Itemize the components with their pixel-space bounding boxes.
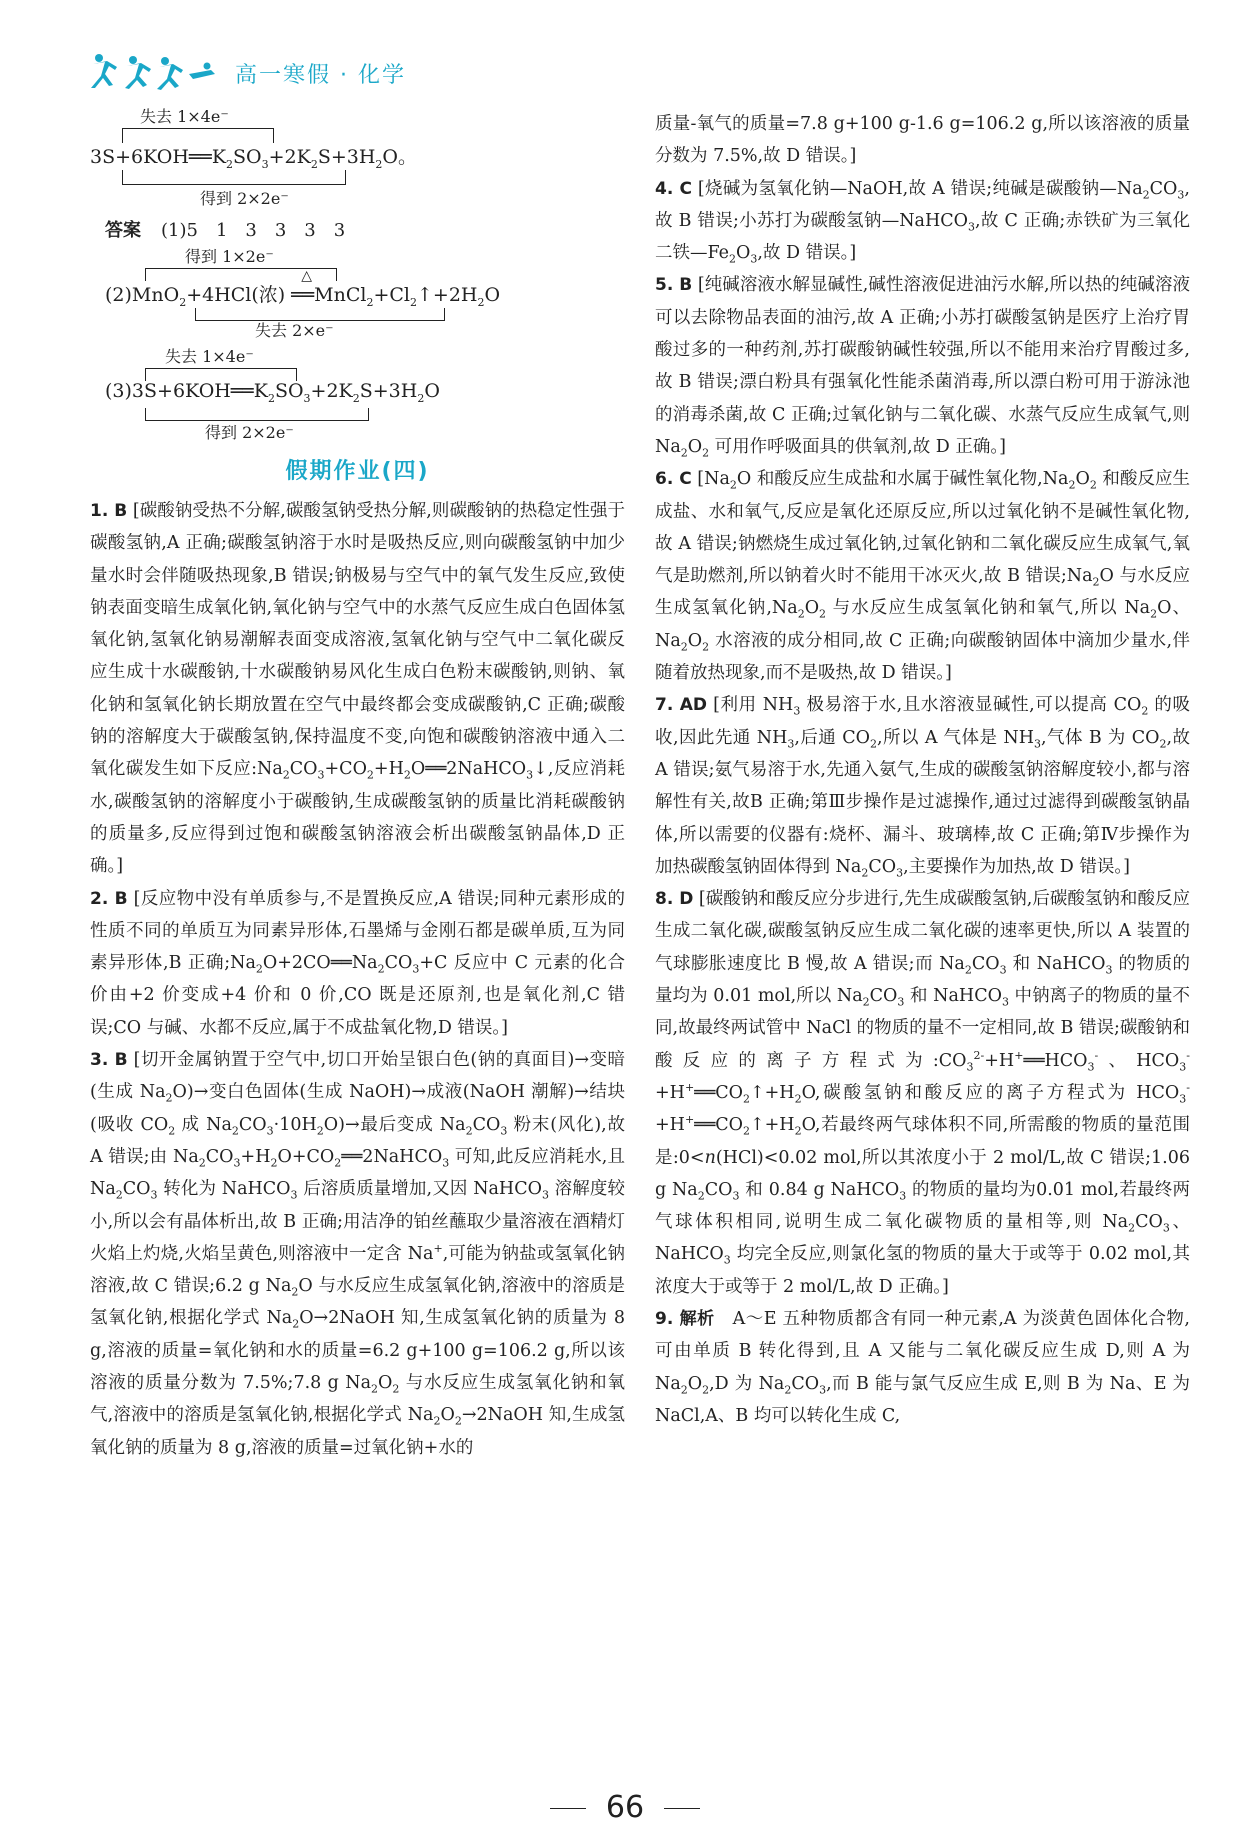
answer-4: 4. C [烧碱为氢氧化钠—NaOH,故 A 错误;纯碱是碳酸钠$—Na_2CO_3$,故 B 错误;小苏打为碳酸氢钠—NaHCO$_3$,故 C 正确;赤铁矿为三氧化二铁$—Fe_2O_3$,故 D 错误。] [655,178,1190,266]
answer-5: 5. B [纯碱溶液水解显碱性,碱性溶液促进油污水解,所以热的纯碱溶液可以去除物品表面的油污,故 A 正确;小苏打碳酸氢钠是医疗上治疗胃酸过多的一种药剂,苏打碳酸钠碱性较强,所以不能用来治疗胃酸过多,故 B 错误;漂白粉具有强氧化性能杀菌消毒,所以漂白粉可用于游泳池的消毒杀菌,故 C 正确;过氧化钠与二氧化碳、水蒸气反应生成氧气,则 $Na_2O_2$ 可用作呼吸面具的供氧剂,故 D 正确。] [655,275,1191,460]
answer-8: 8. D [碳酸钠和酸反应分步进行,先生成碳酸氢钠,后碳酸氢钠和酸反应生成二氧化碳,碳酸氢钠反应生成二氧化碳的速率更快,所以 A 装置的气球膨胀速度比 B 慢,故 A 错误;而 $Na_2CO_3$ 和 NaHCO$_3$ 的物质的量均为 0.01 mol,所以 $Na_2CO_3$ 和 NaHCO$_3$ 中钠离子的物质的量不同,故最终两试管中 NaCl 的物质的量不一定相同,故 B 错误;碳酸钠和酸反应的离子方程式为$:CO_3^{2-}+H^+══HCO_3^-$、$HCO_3^-+H^+══CO_2↑+H_2O$,碳酸氢钠和酸反应的离子方程式为 $HCO_3^-+H^+══CO_2↑+H_2O$,若最终两气球体积不同,所需酸的物质的量范围是:0<n(HCl)<0.02 mol,所以其浓度小于 2 mol/L,故 C 错误;1.06 g $Na_2CO_3$ 和 0.84 g NaHCO$_3$ 的物质的量均为0.01 mol,若最终两气球体积相同,说明生成二氧化碳物质的量相等,则 $Na_2CO_3$、NaHCO$_3$ 均完全反应,则氯化氢的物质的量大于或等于 0.02 mol,其浓度大于或等于 2 mol/L,故 D 正确。] [655,889,1191,1297]
question-number: 8. D [655,889,694,910]
electron-transfer-bracket-bottom [122,170,346,185]
section-title: 假期作业(四) [285,459,430,484]
electron-transfer-bracket-top [122,128,274,143]
page-number [0,1790,1250,1825]
runners-logo-icon [85,52,225,92]
page-header [85,52,485,112]
redox-equation-2 [105,248,625,340]
electron-lost-label: 失去 2×e⁻ [255,321,334,340]
header-title: 高一寒假 · 化学 [235,63,406,88]
question-number: 1. B [90,501,128,521]
redox-equation-3 [105,346,625,442]
equation-text: (2)MnO$_2$+4HCl(浓) △ $══MnCl_2+Cl_2↑+2H_2O$ [105,268,501,309]
right-column [655,108,1190,1432]
question-number: 4. C [655,178,692,199]
answer-6: 6. C [$Na_2O$ 和酸反应生成盐和水属于碱性氧化物$,Na_2O_2$ 和酸反应生成盐、水和氧气,反应是氧化还原反应,所以过氧化钠不是碱性氧化物,故 A 错误;钠燃烧生成过氧化钠,过氧化钠和二氧化碳反应生成氧气,氧气是助燃剂,所以钠着火时不能用干冰灭火,故 B 错误$;Na_2O$ 与水反应生成氢氧化钠$,Na_2O_2$ 与水反应生成氢氧化钠和氧气,所以 $Na_2O$、$Na_2O_2$ 水溶液的成分相同,故 C 正确;向碳酸钠固体中滴加少量水,伴随着放热现象,而不是吸热,故 D 错误。] [655,469,1191,684]
equation-text: $3S+6KOH══K_2SO_3+2K_2S+3H_2O$。 [90,146,417,171]
question-number: 5. B [655,275,693,296]
answer-line [105,216,625,242]
question-number: 7. AD [655,695,708,716]
question-number: 6. C [655,469,692,490]
dash-right [664,1808,700,1809]
electron-gained-label: 得到 2×2e⁻ [200,189,289,208]
redox-equation-1 [90,107,625,210]
dash-left [550,1808,586,1809]
answer-7: 7. AD [利用 $NH_3$ 极易溶于水,且水溶液显碱性,可以提高 $CO_2$ 的吸收,因此先通 $NH_3$,后通 $CO_2$,所以 A 气体是 $NH_3$,气体 B 为 $CO_2$,故 A 错误;氨气易溶于水,先通入氨气,生成的碳酸氢钠溶解度较小,都与溶解性有关,故B 正确;第Ⅲ步操作是过滤操作,通过过滤得到碳酸氢钠晶体,所以需要的仪器有:烧杯、漏斗、玻璃棒,故 C 正确;第Ⅳ步操作为加热碳酸氢钠固体得到 $Na_2CO_3$,主要操作为加热,故 D 错误。] [655,695,1190,880]
equation-text: $(3)3S+6KOH══K_2SO_3+2K_2S+3H_2O$ [105,380,440,405]
answer-label: 答案 [105,220,141,241]
question-number: 3. B [90,1050,128,1071]
answer-3: 3. B [切开金属钠置于空气中,切口开始呈银白色(钠的真面目)→变暗(生成 $Na_2O)\to$变白色固体(生成 NaOH)→成液(NaOH 潮解)→结块(吸收 $CO_2$ 成 $Na_2CO_3\cdot 10H_2O)\to$最后变成 $Na_2CO_3$ 粉末(风化),故 A 错误;由 $Na_2CO_3+H_2O+CO_2══2NaHCO_3$ 可知,此反应消耗水,且 $Na_2CO_3$ 转化为 NaHCO$_3$ 后溶质质量增加,又因 NaHCO$_3$ 溶解度较小,所以会有晶体析出,故 B 正确;用洁净的铂丝蘸取少量溶液在酒精灯火焰上灼烧,火焰呈黄色,则溶液中一定含 Na+,可能为钠盐或氢氧化钠溶液,故 C 错误;6.2 g $Na_2O$ 与水反应生成氢氧化钠,溶液中的溶质是氢氧化钠,根据化学式 $Na_2O\to 2NaOH$ 知,生成氢氧化钠的质量为 8 g,溶液的质量=氧化钠和水的质量=6.2 g+100 g=106.2 g,所以该溶液的质量分数为 7.5%;7.8 g $Na_2O_2$ 与水反应生成氢氧化钠和氧气,溶液中的溶质是氢氧化钠,根据化学式 $Na_2O_2\to 2NaOH$ 知,生成氢氧化钠的质量为 8 g,溶液的质量=过氧化钠+水的 [90,1050,626,1458]
left-column [90,108,625,1464]
answer-9: 9. 解析 A～E 五种物质都含有同一种元素,A 为淡黄色固体化合物,可由单质 B 转化得到,且 A 又能与二氧化碳反应生成 D,则 A 为 $Na_2O_2,D$ 为 $Na_2CO_3$,而 B 能与氯气反应生成 E,则 B 为 Na、E 为 NaCl,A、B 均可以转化生成 C, [655,1308,1190,1426]
answer-values: (1)5 1 3 3 3 3 [161,220,346,241]
question-number: 2. B [90,888,128,909]
electron-gained-label: 得到 1×2e⁻ [185,247,274,266]
page-number-value: 66 [605,1790,645,1825]
electron-lost-label: 失去 1×4e⁻ [165,347,254,366]
electron-gained-label: 得到 2×2e⁻ [205,423,294,442]
answer-2: 2. B [反应物中没有单质参与,不是置换反应,A 错误;同种元素形成的性质不同的单质互为同素异形体,石墨烯与金刚石都是碳单质,互为同素异形体,B 正确$;Na_2O+2CO══Na_2CO_3+C$ 反应中 C 元素的化合价由+2 价变成+4 价和 0 价,CO 既是还原剂,也是氧化剂,C 错误;CO 与碱、水都不反应,属于不成盐氧化物,D 错误。] [90,888,625,1038]
answer-1: 1. B [碳酸钠受热不分解,碳酸氢钠受热分解,则碳酸钠的热稳定性强于碳酸氢钠,A 正确;碳酸氢钠溶于水时是吸热反应,则向碳酸氢钠中加少量水时会伴随吸热现象,B 错误;钠极易与空气中的氧气发生反应,致使钠表面变暗生成氧化钠,氧化钠与空气中的水蒸气反应生成白色固体氢氧化钠,氢氧化钠易潮解表面变成溶液,氢氧化钠与空气中二氧化碳反应生成十水碳酸钠,十水碳酸钠易风化生成白色粉末碳酸钠,则钠、氧化钠和氢氧化钠长期放置在空气中最终都会变成碳酸钠,C 正确;碳酸钠的溶解度大于碳酸氢钠,保持温度不变,向饱和碳酸钠溶液中通入二氧化碳发生如下反应$:Na_2CO_3+CO_2+H_2O══2NaHCO_3↓$,反应消耗水,碳酸氢钠的溶解度小于碳酸钠,生成碳酸氢钠的质量比消耗碳酸钠的质量多,反应得到过饱和碳酸氢钠溶液会析出碳酸氢钠晶体,D 正确。] [90,501,626,877]
question-number: 9. 解析 [655,1308,715,1329]
answer-3-continued: 质量-氧气的质量=7.8 g+100 g-1.6 g=106.2 g,所以该溶液的质量分数为 7.5%,故 D 错误。] [655,114,1190,167]
electron-lost-label: 失去 1×4e⁻ [140,107,229,126]
